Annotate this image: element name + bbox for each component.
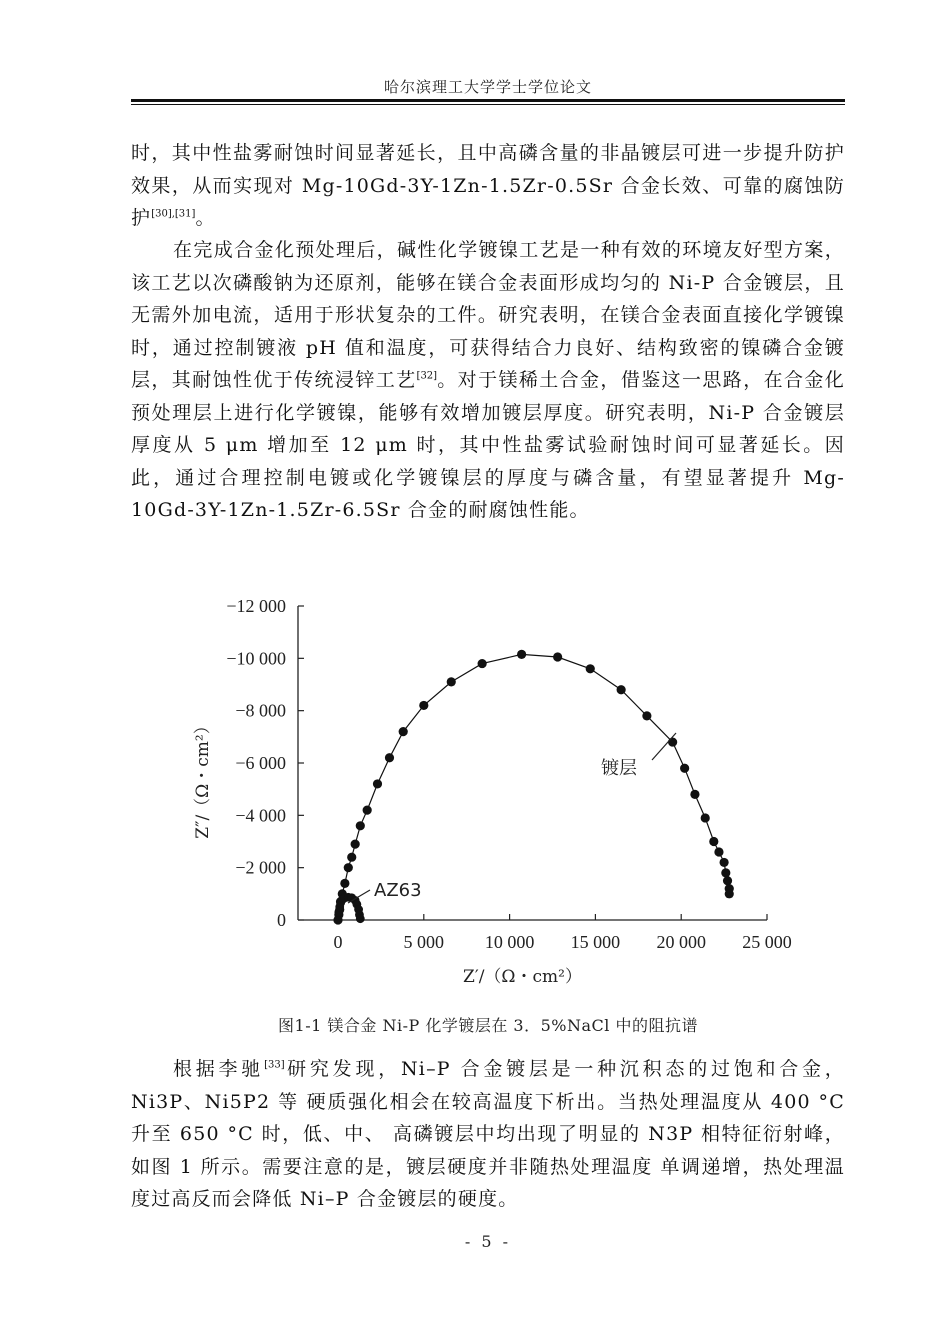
citation-33: [33] — [264, 1059, 285, 1071]
data-point — [517, 650, 526, 659]
data-point — [447, 677, 456, 686]
data-point — [419, 701, 428, 710]
header-rule-thin — [131, 104, 845, 105]
data-point — [356, 914, 365, 923]
data-point — [725, 889, 734, 898]
data-point — [347, 853, 356, 862]
paragraph-3-text-1: 根据李驰 — [173, 1058, 265, 1080]
data-point — [586, 664, 595, 673]
data-point — [344, 863, 353, 872]
figure-caption: 图1-1 镁合金 Ni-P 化学镀层在 3．5%NaCl 中的阻抗谱 — [278, 1016, 698, 1035]
x-tick-label: 20 000 — [656, 932, 706, 952]
data-point — [642, 711, 651, 720]
impedance-figure — [180, 585, 810, 1000]
data-point — [617, 685, 626, 694]
y-tick-label: −4 000 — [235, 805, 286, 826]
y-tick-label: −12 000 — [226, 596, 286, 616]
paragraph-1 — [131, 137, 845, 235]
x-tick-label: 10 000 — [484, 932, 535, 952]
header-rule-thick — [131, 99, 845, 102]
citation-32: [32] — [416, 370, 438, 382]
data-point — [334, 916, 343, 925]
data-point — [723, 876, 732, 885]
paragraph-3-text-2: 研究发现，Ni–P 合金镀层是一种沉积态的过饱和合金，Ni3P、Ni5P2 等 硬质强化相会在较高温度下析出。当热处理温度从 400 °C 升至 650 °C 时，低、中、 高磷镀层中均出现了明显的 N3P 相特征衍射峰，如图 1 所示。需要注意的是，镀层硬度并非随热处理温度 单调递增，热处理温度过高反而会降低 Ni–P 合金镀层的硬度。 — [131, 1058, 845, 1210]
az63-annotation: AZ63 — [374, 880, 422, 901]
y-tick-label: 0 — [277, 910, 286, 930]
page-number: - 5 - — [464, 1232, 512, 1251]
coating-annotation: 镀层 — [601, 758, 637, 779]
y-tick-label: −6 000 — [235, 753, 286, 773]
x-tick-label: 0 — [333, 932, 343, 952]
x-tick-label: 5 000 — [403, 932, 445, 952]
data-point — [701, 813, 710, 822]
x-axis-title: Z′/（Ω・cm²） — [463, 967, 582, 987]
paragraph-2-text-1: 在完成合金化预处理后，碱性化学镀镍工艺是一种有效的环境友好型方案，该工艺以次磷酸钠为还原剂，能够在镁合金表面形成均匀的 Ni-P 合金镀层，且无需外加电流，适用于形状复杂的工件。研究表明，在镁合金表面直接化学镀镍时，通过控制镀液 pH 值和温度，可获得结合力良好、结构致密的镍磷合金镀层，其耐蚀性优于传统浸锌工艺 — [131, 239, 845, 391]
data-point — [668, 737, 677, 746]
citation-30-31: [30],[31] — [151, 208, 196, 220]
paragraph-2 — [131, 234, 845, 527]
data-point — [553, 652, 562, 661]
y-tick-label: −2 000 — [235, 857, 286, 878]
paragraph-3 — [131, 1053, 845, 1216]
data-point — [690, 790, 699, 799]
data-point — [478, 659, 487, 668]
impedance-chart — [180, 585, 810, 1000]
y-axis-title: Z″/（Ω・cm²） — [193, 717, 213, 839]
data-point — [385, 753, 394, 762]
data-point — [373, 779, 382, 788]
y-tick-label: −8 000 — [235, 700, 286, 721]
data-point — [680, 764, 689, 773]
data-point — [363, 806, 372, 815]
data-point — [399, 727, 408, 736]
data-point — [351, 840, 360, 849]
y-tick-label: −10 000 — [226, 648, 286, 669]
x-tick-label: 25 000 — [742, 932, 792, 952]
page-header-title: 哈尔滨理工大学学士学位论文 — [383, 78, 592, 96]
data-point — [356, 821, 365, 830]
data-point — [721, 868, 730, 877]
paragraph-1-text: 时，其中性盐雾耐蚀时间显著延长，且中高磷含量的非晶镀层可进一步提升防护效果，从而实现对 Mg-10Gd-3Y-1Zn-1.5Zr-0.5Sr 合金长效、可靠的腐蚀防护 — [131, 142, 845, 229]
data-point — [720, 858, 729, 867]
data-point — [340, 879, 349, 888]
data-point — [714, 847, 723, 856]
data-point — [709, 837, 718, 846]
paragraph-2-text-2: 。对于镁稀土合金，借鉴这一思路，在合金化预处理层上进行化学镀镍，能够有效增加镀层厚度。研究表明，Ni-P 合金镀层厚度从 5 μm 增加至 12 μm 时，其中性盐雾试验耐蚀时间可显著延长。因此，通过合理控制电镀或化学镀镍层的厚度与磷含量，有望显著提升 Mg-10Gd-3Y-1Zn-1.5Zr-6.5Sr 合金的耐腐蚀性能。 — [131, 369, 845, 521]
x-tick-label: 15 000 — [570, 932, 621, 952]
paragraph-1-end: 。 — [195, 207, 216, 229]
